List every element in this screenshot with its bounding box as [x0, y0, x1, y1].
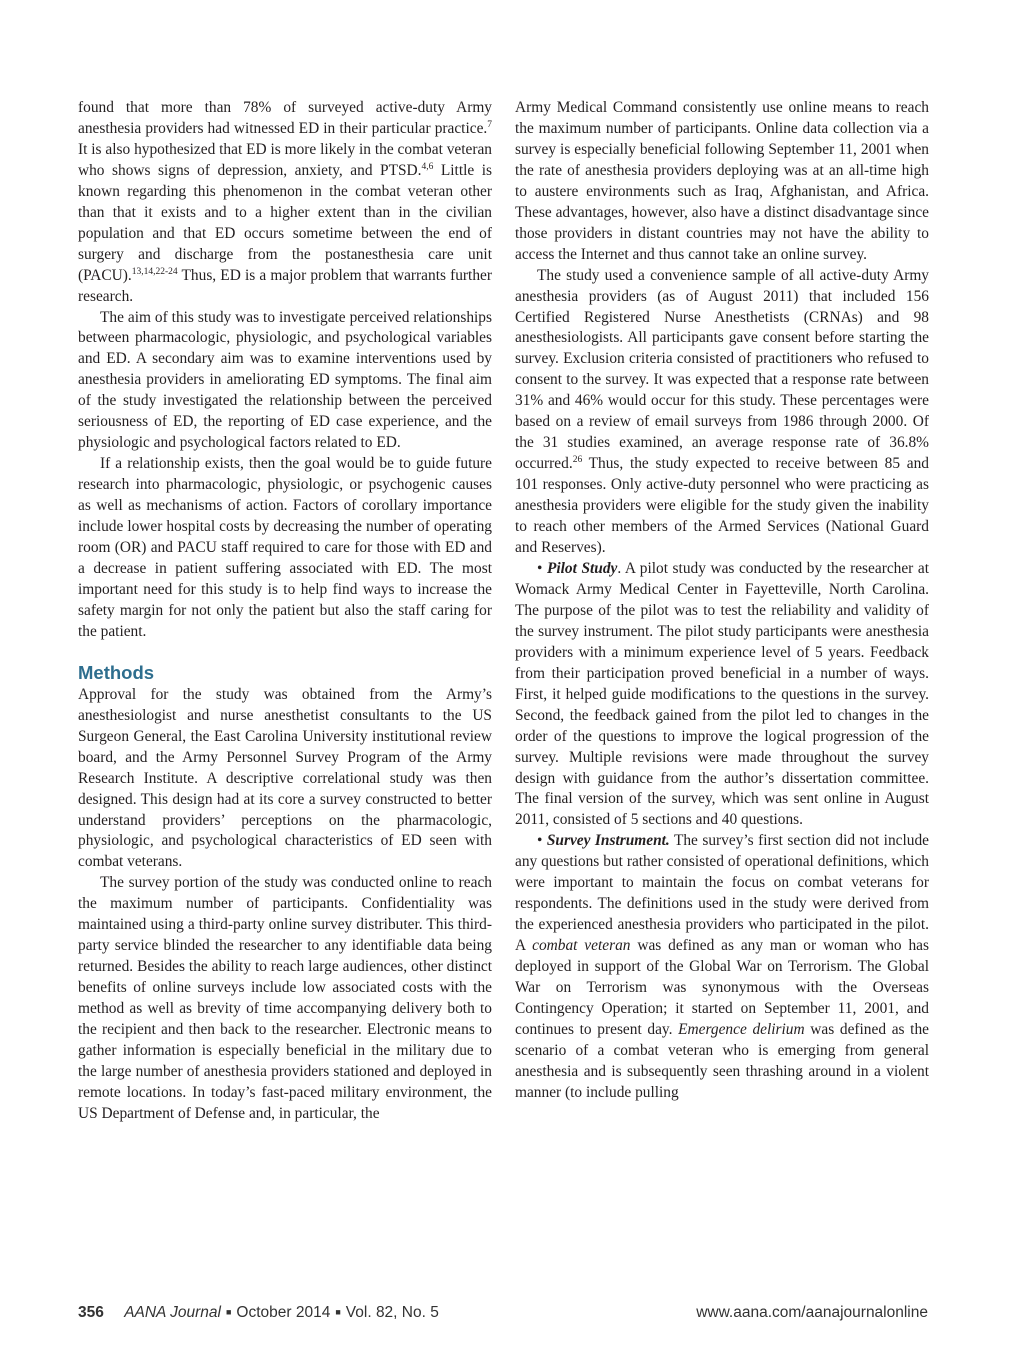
reference-superscript[interactable]: 13,14,22-24: [131, 266, 178, 277]
subsection-heading-survey-instrument: Survey Instrument.: [546, 832, 670, 850]
text-run: Thus, ED is a major problem that warrants further research.: [78, 266, 492, 305]
issue-date: October 2014: [236, 1304, 331, 1321]
reference-superscript[interactable]: 4,6: [421, 161, 434, 172]
text-run: It is also hypothesized that ED is more likely in the combat veteran who shows signs of depression, anxiety, and PTSD.: [78, 140, 492, 179]
bullet-icon: •: [537, 832, 547, 850]
paragraph: The aim of this study was to investigate perceived relationships between pharmacologic, physiologic, and psychological variables and ED. A secondary aim was to examine interventions used by anesthesia providers in ameliorating ED symptoms. The final aim of the study investigated the relationship between the perceived seriousness of ED, the reporting of ED case experience, and the physiologic and psychological factors related to ED.: [78, 308, 492, 452]
separator-square-icon: ■: [335, 1307, 341, 1317]
paragraph: [515, 559, 929, 831]
journal-url-link[interactable]: www.aana.com/aanajournalonline: [696, 1304, 928, 1321]
subsection-heading-pilot-study: Pilot Study: [546, 559, 618, 577]
paragraph: [515, 831, 929, 1103]
text-run: was defined as the scenario of a combat veteran who is emerging from general anesthesia and is subsequently seen thrashing around in a violent manner (to include pulling: [515, 1020, 929, 1101]
reference-superscript[interactable]: 26: [572, 455, 583, 466]
section-heading-methods: Methods: [78, 661, 155, 683]
volume-number: Vol. 82, No. 5: [345, 1304, 439, 1321]
right-column: [515, 98, 929, 1104]
journal-name: AANA Journal: [124, 1304, 221, 1321]
text-run: The study used a convenience sample of all active-duty Army anesthesia providers (as of August 2011) that included 156 Certified Registered Nurse Anesthetists (CRNAs) and 98 anesthesiologists. All participants gave consent before starting the survey. Exclusion criteria consisted of practitioners who refused to consent to the survey. It was expected that a response rate between 31% and 46% would occur for this study. These percentages were based on a review of email surveys from 1986 through 2000. Of the 31 studies examined, an average response rate of 36.8% occurred.: [515, 266, 929, 473]
text-run: . A pilot study was conducted by the researcher at Womack Army Medical Center in Fayetteville, North Carolina. The purpose of the pilot was to test the reliability and validity of the survey instrument. The pilot study participants were anesthesia providers with a minimum experience level of 5 years. Feedback from their participation proved beneficial in a number of ways. First, it helped guide modifications to the questions in the survey. Second, the feedback gained from the pilot led to changes in the order of the questions to improve the logical progression of the survey. Multiple revisions were made throughout the survey design with guidance from the author’s dissertation committee. The final version of the survey, which was sent online in August 2011, consisted of 5 sections and 40 questions.: [515, 559, 929, 829]
paragraph: [78, 98, 492, 308]
text-run: Thus, the study expected to receive between 85 and 101 responses. Only active-duty personnel who were practicing as anesthesia providers were eligible for the study given the inability to reach other members of the Armed Services (National Guard and Reserves).: [515, 455, 929, 557]
defined-term: Emergence delirium: [678, 1020, 805, 1038]
paragraph: Army Medical Command consistently use online means to reach the maximum number of participants. Online data collection via a survey is especially beneficial following September 11, 2001 when the rate of anesthesia providers deploying was at an all-time high to austere environments such as Iraq, Afghanistan, and Africa. These advantages, however, also have a distinct disadvantage since those providers in distant countries may not have the ability to access the Internet and thus cannot take an online survey.: [515, 99, 929, 263]
page-number: 356: [78, 1304, 104, 1321]
text-run: The survey’s first section did not include any questions but rather consisted of operational definitions, which were important to maintain the focus on combat veterans for respondents. The definitions used in the study were derived from the experienced anesthesia providers who participated in the pilot. A: [515, 832, 929, 955]
text-run: Little is known regarding this phenomenon in the combat veteran other than that it exists and to a higher extent than in the civilian population and that ED occurs sometime between the end of surgery and discharge from the postanesthesia care unit (PACU).: [78, 161, 492, 284]
left-column: [78, 98, 492, 1125]
bullet-icon: •: [537, 559, 547, 577]
paragraph: Approval for the study was obtained from the Army’s anesthesiologist and nurse anesthetist consultants to the US Surgeon General, the East Carolina University institutional review board, and the Army Personnel Survey Program of the Army Research Institute. A descriptive correlational study was then designed. This design had at its core a survey constructed to better understand providers’ perceptions on the pharmacologic, physiologic, and psychological characteristics of ED seen with combat veterans.: [78, 685, 492, 871]
page-footer: [78, 1304, 928, 1326]
separator-square-icon: ■: [225, 1307, 232, 1317]
paragraph: The survey portion of the study was conducted online to reach the maximum number of participants. Confidentiality was maintained using a third-party online survey distributer. This third-party service blinded the researcher to any identifiable data being returned. Besides the ability to reach large audiences, other distinct benefits of online surveys include low associated costs with the method as well as brevity of time accompanying delivery both to the recipient and then back to the researcher. Electronic means to gather information is especially beneficial in the military due to the large number of anesthesia providers stationed and deployed in remote locations. In today’s fast-paced military environment, the US Department of Defense and, in particular, the: [78, 874, 492, 1122]
reference-superscript[interactable]: 7: [487, 119, 492, 130]
text-run: was defined as any man or woman who has deployed in support of the Global War on Terrorism. The Global War on Terrorism was synonymous with the Overseas Contingency Operation; it started on September 11, 2001, and continues to present day.: [515, 937, 929, 1038]
paragraph: [515, 266, 929, 559]
text-run: found that more than 78% of surveyed active-duty Army anesthesia providers had witnessed ED in their particular practice.: [78, 99, 492, 137]
defined-term: combat veteran: [532, 937, 631, 955]
paragraph: If a relationship exists, then the goal would be to guide future research into pharmacologic, physiologic, or psychogenic causes as well as mechanisms of action. Factors of corollary importance include lower hospital costs by decreasing the number of operating room (OR) and PACU staff required to care for those with ED and a decrease in patient suffering associated with ED. The most important need for this study is to help find ways to increase the safety margin for not only the patient but also the staff caring for the patient.: [78, 455, 492, 640]
